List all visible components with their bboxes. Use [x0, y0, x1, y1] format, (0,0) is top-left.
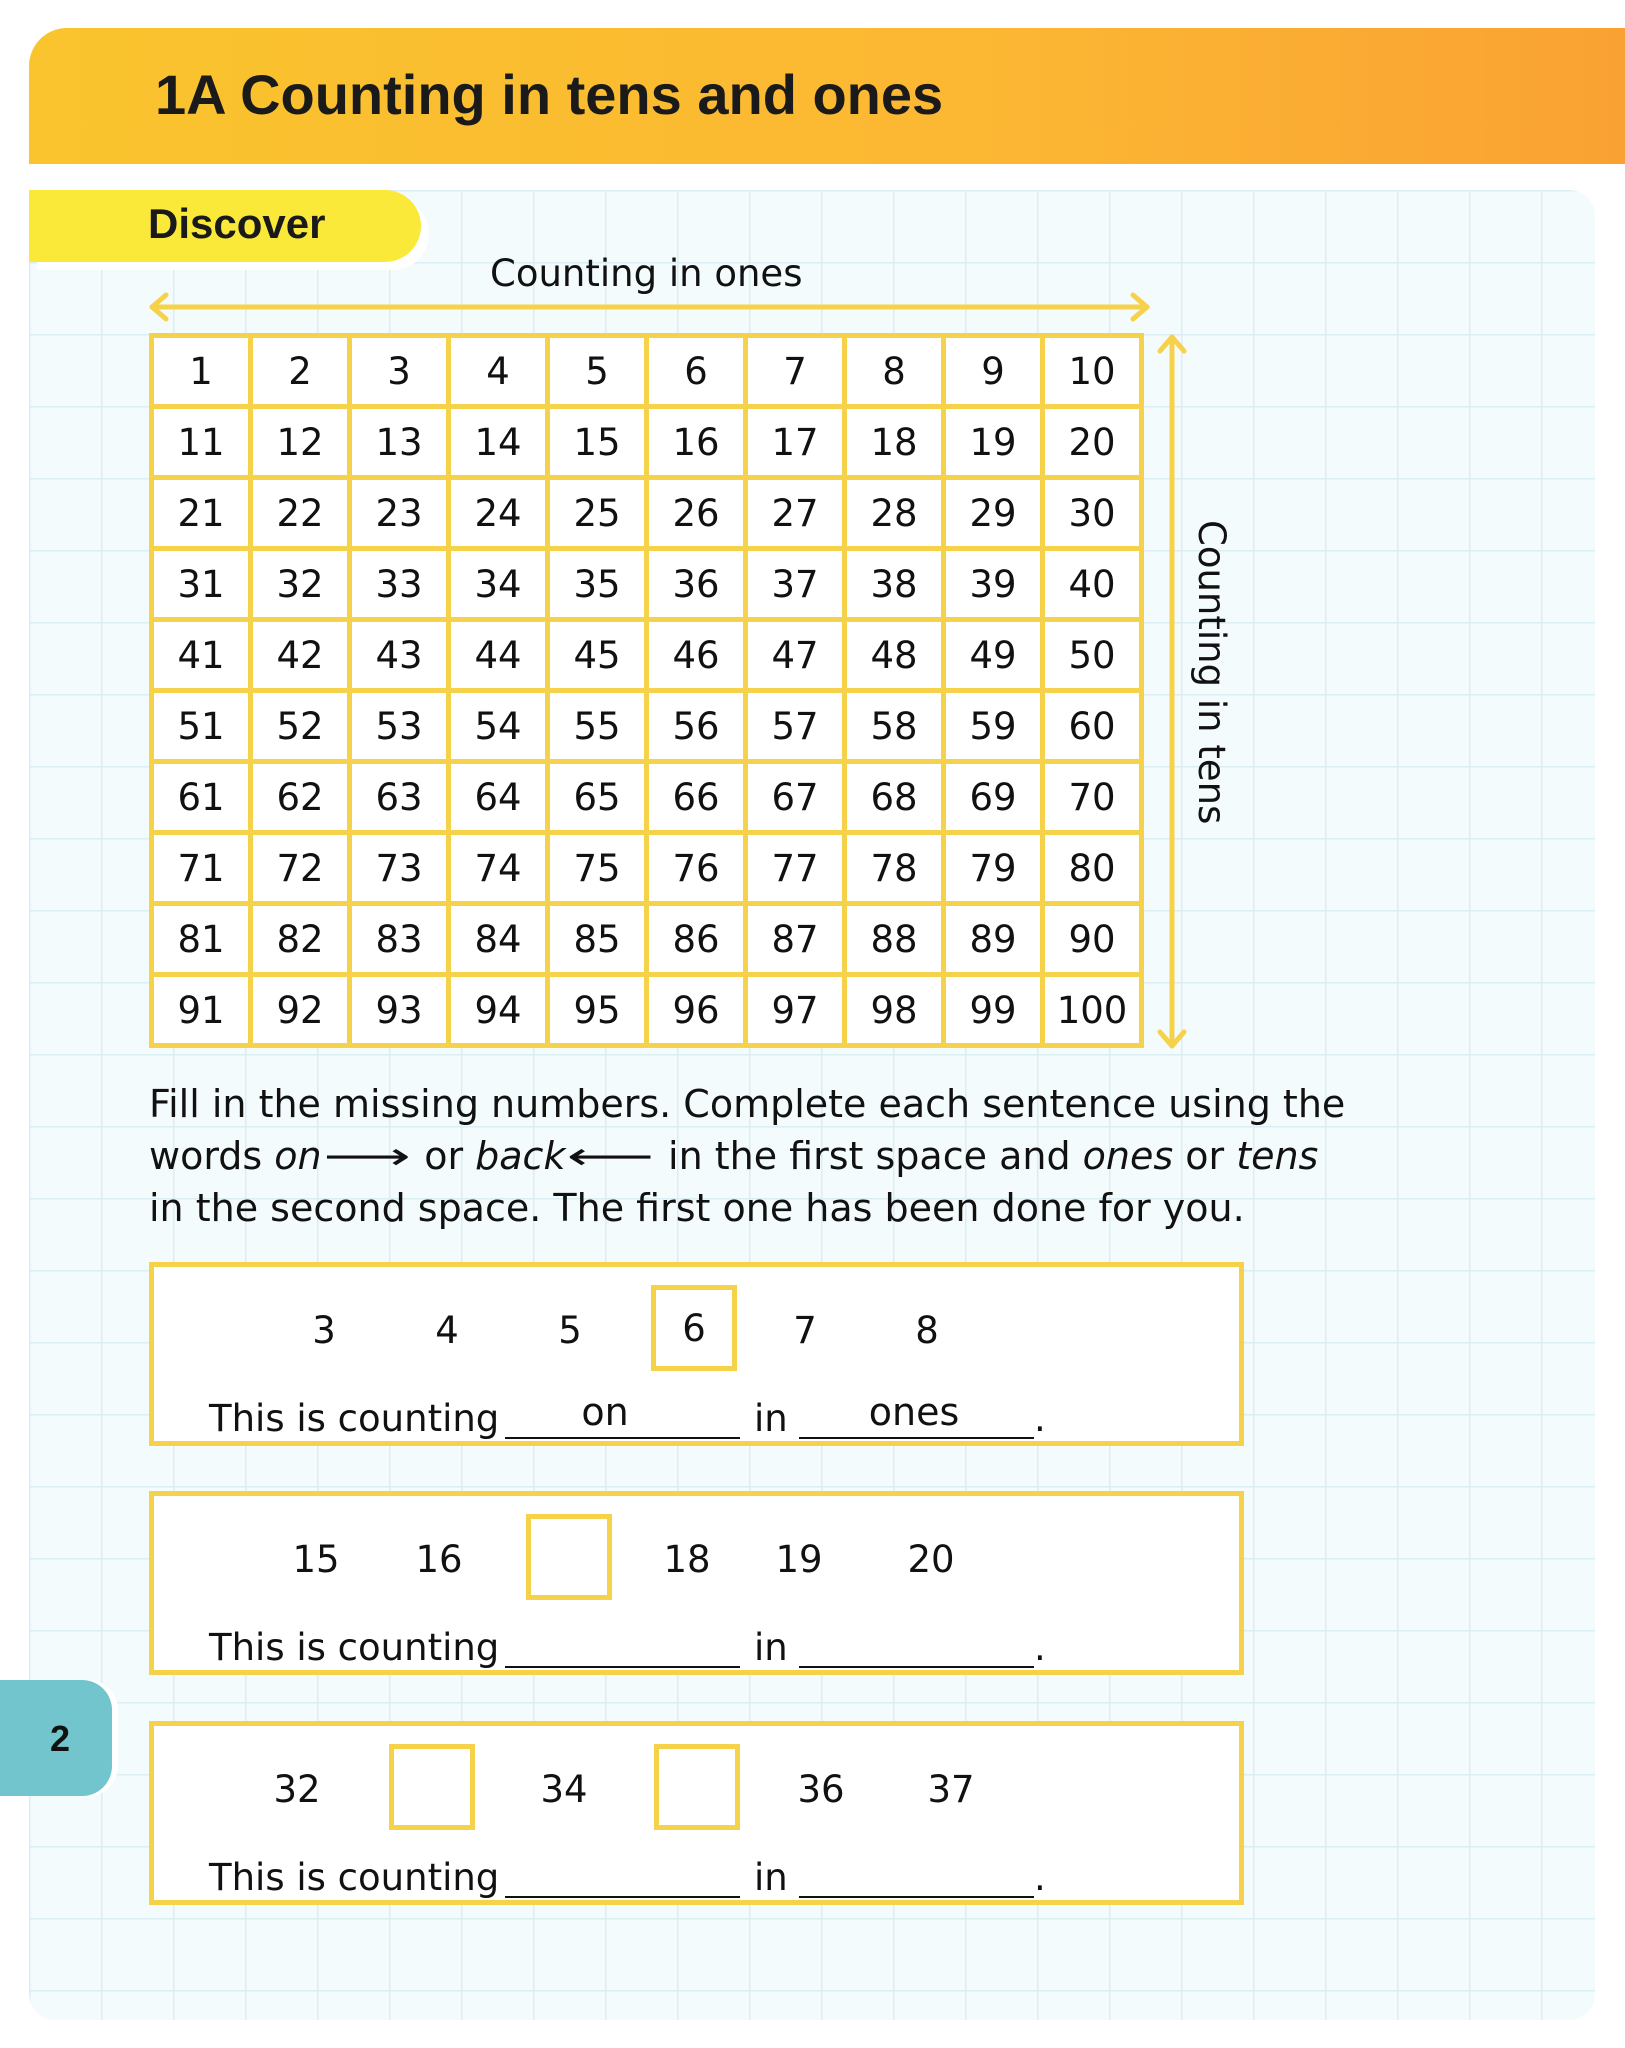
hundred-square-cell: 8: [845, 336, 944, 407]
word-on: on: [274, 1134, 322, 1178]
hundred-square-row: [152, 478, 1142, 549]
hundred-square-cell: 79: [944, 833, 1043, 904]
hundred-square-cell: 76: [647, 833, 746, 904]
unit-blank[interactable]: [799, 1437, 1034, 1439]
direction-blank[interactable]: [505, 1666, 740, 1668]
hundred-square-cell: 38: [845, 549, 944, 620]
exercise-2: [149, 1491, 1244, 1675]
hundred-square-cell: 63: [350, 762, 449, 833]
counting-in-tens-label: Counting in tens: [1190, 520, 1233, 825]
instructions-first-space: in the first space and: [655, 1134, 1083, 1178]
hundred-square-cell: 44: [449, 620, 548, 691]
hundred-square-cell: 86: [647, 904, 746, 975]
hundred-square-cell: 20: [1043, 407, 1142, 478]
hundred-square-row: [152, 336, 1142, 407]
hundred-square-cell: 91: [152, 975, 251, 1046]
counting-in-ones-label: Counting in ones: [490, 252, 803, 295]
sequence-number: 16: [415, 1538, 463, 1581]
sentence-in: in: [754, 1397, 788, 1440]
sentence-start: This is counting: [209, 1626, 500, 1669]
sentence-end: .: [1034, 1397, 1046, 1440]
hundred-square-cell: 50: [1043, 620, 1142, 691]
hundred-square-cell: 18: [845, 407, 944, 478]
hundred-square-cell: 72: [251, 833, 350, 904]
sequence-number: 8: [915, 1309, 939, 1352]
sentence-end: .: [1034, 1626, 1046, 1669]
hundred-square-cell: 70: [1043, 762, 1142, 833]
hundred-square-cell: 26: [647, 478, 746, 549]
sequence-number: 15: [292, 1538, 340, 1581]
hundred-square-cell: 56: [647, 691, 746, 762]
unit-blank[interactable]: [799, 1896, 1034, 1898]
sentence-start: This is counting: [209, 1397, 500, 1440]
hundred-square-cell: 67: [746, 762, 845, 833]
hundred-square-cell: 51: [152, 691, 251, 762]
hundred-square-cell: 33: [350, 549, 449, 620]
hundred-square-cell: 80: [1043, 833, 1142, 904]
sequence-number: 32: [273, 1768, 321, 1811]
hundred-square-cell: 6: [647, 336, 746, 407]
hundred-square-cell: 68: [845, 762, 944, 833]
hundred-square-cell: 37: [746, 549, 845, 620]
missing-number-box[interactable]: [654, 1744, 740, 1830]
hundred-square-cell: 94: [449, 975, 548, 1046]
missing-number-box[interactable]: [526, 1514, 612, 1600]
hundred-square-cell: 100: [1043, 975, 1142, 1046]
hundred-square-cell: 40: [1043, 549, 1142, 620]
hundred-square-cell: 24: [449, 478, 548, 549]
hundred-square-cell: 32: [251, 549, 350, 620]
arrow-left-icon: ⟵: [567, 1134, 655, 1178]
hundred-square-cell: 31: [152, 549, 251, 620]
hundred-square-cell: 9: [944, 336, 1043, 407]
hundred-square-cell: 3: [350, 336, 449, 407]
answer-box-filled[interactable]: 6: [651, 1285, 737, 1371]
hundred-square-cell: 92: [251, 975, 350, 1046]
hundred-square-cell: 81: [152, 904, 251, 975]
hundred-square-cell: 15: [548, 407, 647, 478]
hundred-square-cell: 59: [944, 691, 1043, 762]
hundred-square-cell: 35: [548, 549, 647, 620]
word-ones: ones: [1082, 1134, 1174, 1178]
sequence-number: 18: [663, 1538, 711, 1581]
hundred-square-cell: 7: [746, 336, 845, 407]
hundred-square-cell: 57: [746, 691, 845, 762]
hundred-square-cell: 98: [845, 975, 944, 1046]
hundred-square-cell: 73: [350, 833, 449, 904]
direction-blank[interactable]: [505, 1896, 740, 1898]
instructions-or-2: or: [1173, 1134, 1237, 1178]
hundred-square-cell: 43: [350, 620, 449, 691]
sequence-number: 19: [775, 1538, 823, 1581]
sequence-number: 37: [927, 1768, 975, 1811]
hundred-square-cell: 65: [548, 762, 647, 833]
hundred-square-cell: 52: [251, 691, 350, 762]
hundred-square-cell: 30: [1043, 478, 1142, 549]
hundred-square-cell: 41: [152, 620, 251, 691]
exercise-1: [149, 1262, 1244, 1446]
hundred-square-cell: 14: [449, 407, 548, 478]
hundred-square-row: [152, 975, 1142, 1046]
hundred-square-cell: 39: [944, 549, 1043, 620]
hundred-square-cell: 16: [647, 407, 746, 478]
hundred-square-row: [152, 762, 1142, 833]
hundred-square-cell: 22: [251, 478, 350, 549]
hundred-square-cell: 97: [746, 975, 845, 1046]
hundred-square-cell: 60: [1043, 691, 1142, 762]
answer-direction: on: [581, 1390, 629, 1434]
hundred-square-cell: 77: [746, 833, 845, 904]
hundred-square-cell: 62: [251, 762, 350, 833]
hundred-square-cell: 96: [647, 975, 746, 1046]
hundred-square-row: [152, 620, 1142, 691]
hundred-square-cell: 53: [350, 691, 449, 762]
hundred-square-cell: 48: [845, 620, 944, 691]
sequence-number: 36: [797, 1768, 845, 1811]
sequence-number: 34: [540, 1768, 588, 1811]
hundred-square-cell: 23: [350, 478, 449, 549]
instructions-line-3: in the second space. The first one has been done for you.: [149, 1186, 1245, 1230]
hundred-square-cell: 4: [449, 336, 548, 407]
hundred-square-cell: 74: [449, 833, 548, 904]
sequence-number: 5: [558, 1309, 582, 1352]
hundred-square-cell: 84: [449, 904, 548, 975]
hundred-square-cell: 58: [845, 691, 944, 762]
hundred-square-cell: 54: [449, 691, 548, 762]
hundred-square-cell: 29: [944, 478, 1043, 549]
hundred-square-cell: 82: [251, 904, 350, 975]
hundred-square-cell: 64: [449, 762, 548, 833]
sentence-in: in: [754, 1856, 788, 1899]
unit-blank[interactable]: [799, 1666, 1034, 1668]
hundred-square-cell: 90: [1043, 904, 1142, 975]
hundred-square-cell: 69: [944, 762, 1043, 833]
missing-number-box[interactable]: [389, 1744, 475, 1830]
hundred-square-cell: 28: [845, 478, 944, 549]
hundred-square-cell: 19: [944, 407, 1043, 478]
hundred-square-cell: 83: [350, 904, 449, 975]
arrow-right-icon: ⟶: [323, 1134, 411, 1178]
hundred-square-cell: 17: [746, 407, 845, 478]
hundred-square-cell: 25: [548, 478, 647, 549]
sequence-number: 20: [907, 1538, 955, 1581]
sequence-number: 7: [793, 1309, 817, 1352]
sentence-end: .: [1034, 1856, 1046, 1899]
sentence-in: in: [754, 1626, 788, 1669]
word-back: back: [475, 1134, 566, 1178]
hundred-square-cell: 99: [944, 975, 1043, 1046]
instructions-or-1: or: [412, 1134, 476, 1178]
hundred-square-cell: 27: [746, 478, 845, 549]
hundred-square-cell: 10: [1043, 336, 1142, 407]
sequence-number: 3: [312, 1309, 336, 1352]
direction-blank[interactable]: [505, 1437, 740, 1439]
hundred-square-cell: 34: [449, 549, 548, 620]
hundred-square-cell: 85: [548, 904, 647, 975]
instructions-line-1: Fill in the missing numbers. Complete each sentence using the: [149, 1082, 1346, 1126]
hundred-square-cell: 61: [152, 762, 251, 833]
hundred-square-cell: 71: [152, 833, 251, 904]
hundred-square-cell: 47: [746, 620, 845, 691]
hundred-square-cell: 95: [548, 975, 647, 1046]
hundred-square-row: [152, 691, 1142, 762]
answer-unit: ones: [868, 1390, 960, 1434]
hundred-square-cell: 12: [251, 407, 350, 478]
hundred-square-cell: 55: [548, 691, 647, 762]
hundred-square-cell: 46: [647, 620, 746, 691]
hundred-square-cell: 93: [350, 975, 449, 1046]
hundred-square-cell: 13: [350, 407, 449, 478]
hundred-square: [149, 333, 1144, 1048]
hundred-square-row: [152, 904, 1142, 975]
hundred-square-cell: 88: [845, 904, 944, 975]
hundred-square-row: [152, 407, 1142, 478]
hundred-square-row: [152, 549, 1142, 620]
hundred-square-cell: 75: [548, 833, 647, 904]
hundred-square-cell: 87: [746, 904, 845, 975]
hundred-square-cell: 36: [647, 549, 746, 620]
hundred-square-cell: 21: [152, 478, 251, 549]
hundred-square-cell: 5: [548, 336, 647, 407]
instructions-words: words: [149, 1134, 275, 1178]
hundred-square-cell: 89: [944, 904, 1043, 975]
page-title: 1A Counting in tens and ones: [155, 63, 944, 126]
word-tens: tens: [1236, 1134, 1319, 1178]
hundred-square-cell: 11: [152, 407, 251, 478]
sequence-number: 4: [435, 1309, 459, 1352]
hundred-square-cell: 2: [251, 336, 350, 407]
section-label: Discover: [148, 200, 326, 247]
hundred-square-cell: 66: [647, 762, 746, 833]
hundred-square-cell: 49: [944, 620, 1043, 691]
hundred-square-cell: 45: [548, 620, 647, 691]
hundred-square-row: [152, 833, 1142, 904]
page-number: 2: [50, 1718, 71, 1759]
hundred-square-cell: 1: [152, 336, 251, 407]
hundred-square-cell: 78: [845, 833, 944, 904]
exercise-3: [149, 1721, 1244, 1905]
hundred-square-cell: 42: [251, 620, 350, 691]
sentence-start: This is counting: [209, 1856, 500, 1899]
instructions: [149, 1078, 1349, 1234]
